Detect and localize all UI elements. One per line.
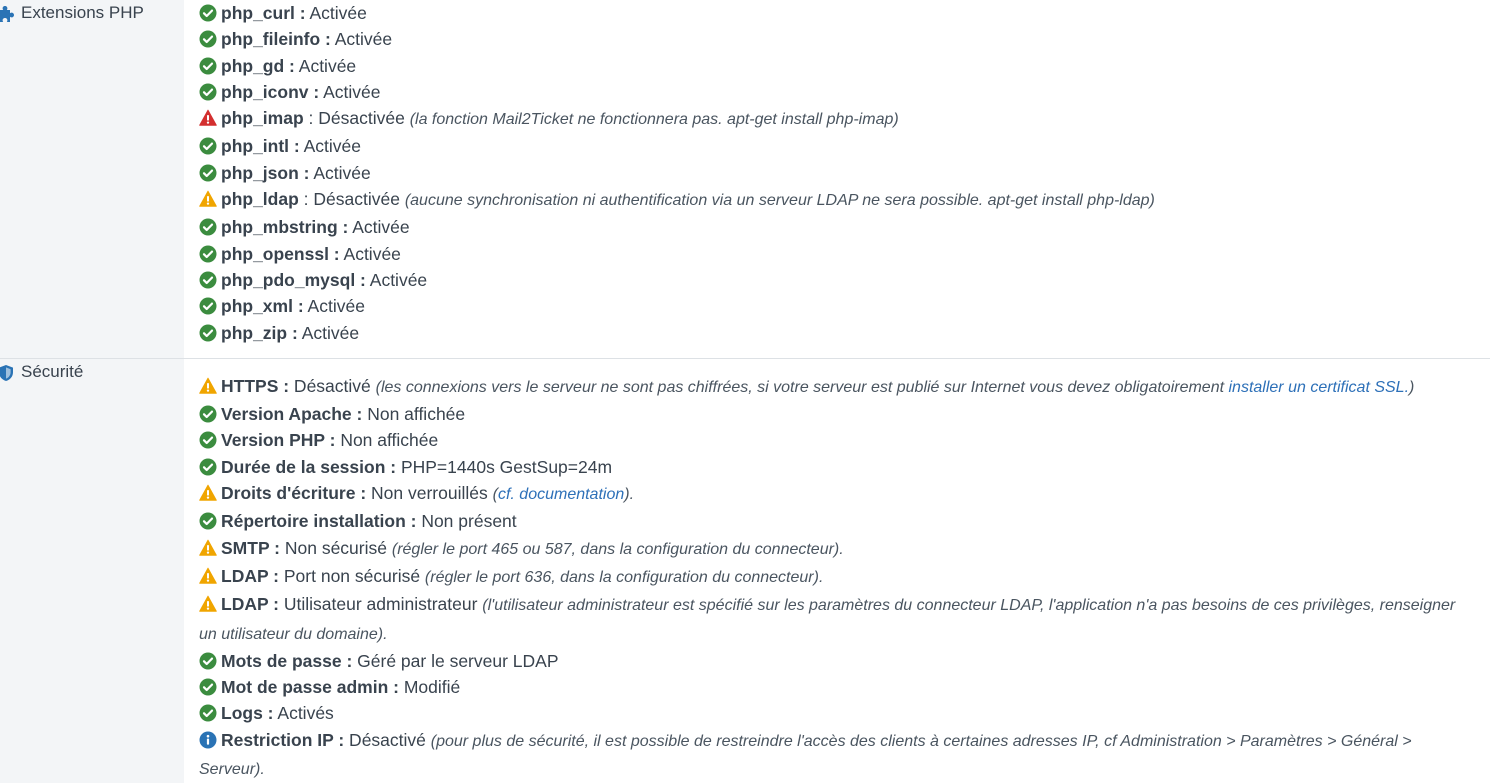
- status-item: [199, 373, 1476, 401]
- status-item: [199, 160, 1476, 186]
- section-label: Extensions PHP: [21, 3, 144, 22]
- section-label: Sécurité: [21, 361, 84, 381]
- check-circle-icon: [199, 512, 217, 530]
- check-circle-icon: [199, 218, 217, 236]
- status-item: [199, 186, 1476, 214]
- item-key: Mot de passe admin :: [221, 677, 399, 698]
- item-key: Répertoire installation :: [221, 511, 417, 532]
- item-key: LDAP :: [221, 565, 280, 586]
- item-key: php_json :: [221, 162, 310, 183]
- check-circle-icon: [199, 245, 217, 263]
- check-circle-icon: [199, 405, 217, 423]
- status-item: [199, 241, 1476, 267]
- warning-triangle-icon: [199, 595, 217, 613]
- item-key: php_xml :: [221, 296, 304, 317]
- status-item: [199, 648, 1476, 674]
- item-key: php_pdo_mysql :: [221, 269, 366, 290]
- item-key: Mots de passe :: [221, 650, 353, 671]
- error-triangle-icon: [199, 109, 217, 127]
- item-key: php_zip :: [221, 322, 298, 343]
- section-label-cell: [0, 0, 184, 358]
- item-note-end: ): [1409, 378, 1415, 396]
- section-extensions-php: [0, 0, 1490, 358]
- item-key: Version Apache :: [221, 404, 363, 425]
- warning-triangle-icon: [199, 190, 217, 208]
- item-value: Activée: [305, 3, 367, 23]
- check-circle-icon: [199, 704, 217, 722]
- item-key: php_imap: [221, 108, 304, 129]
- status-item: [199, 105, 1476, 133]
- item-note-link[interactable]: installer un certificat SSL.: [1228, 378, 1410, 396]
- status-item: [199, 480, 1476, 508]
- item-value: : Désactivée: [298, 189, 405, 210]
- item-key: php_fileinfo :: [221, 29, 331, 50]
- item-key: Droits d'écriture :: [221, 483, 367, 504]
- status-item: [199, 401, 1476, 427]
- item-value: Non affichée: [335, 430, 439, 451]
- status-item: [199, 454, 1476, 480]
- item-note: (les connexions vers le serveur ne sont pas chiffrées, si votre serveur est publié sur Internet vous devez obligatoirement: [375, 378, 1229, 396]
- item-value: Activée: [294, 55, 357, 76]
- item-note: (l'utilisateur administrateur est spécifié sur les paramètres du connecteur LDAP, l'application n'a pas besoins de ces privilèges, renseigner un utilisateur du domaine).: [199, 597, 1456, 643]
- status-item: [199, 214, 1476, 240]
- status-item: [199, 133, 1476, 159]
- warning-triangle-icon: [199, 539, 217, 557]
- check-circle-icon: [199, 137, 217, 155]
- status-item: [199, 427, 1476, 453]
- section-label-cell: [0, 359, 184, 783]
- status-item: [199, 674, 1476, 700]
- section-items: [184, 359, 1490, 783]
- item-key: php_openssl :: [221, 243, 340, 264]
- item-value: Activée: [330, 29, 393, 50]
- item-key: Restriction IP :: [221, 729, 345, 750]
- item-key: php_mbstring :: [221, 217, 349, 238]
- item-value: Activés: [273, 703, 334, 724]
- warning-triangle-icon: [199, 377, 217, 395]
- check-circle-icon: [199, 652, 217, 670]
- item-value: Non sécurisé: [280, 537, 392, 558]
- check-circle-icon: [199, 57, 217, 75]
- item-value: Non présent: [416, 511, 517, 532]
- check-circle-icon: [199, 431, 217, 449]
- warning-triangle-icon: [199, 567, 217, 585]
- item-value: Géré par le serveur LDAP: [352, 650, 559, 671]
- item-value: Désactivé: [289, 375, 376, 396]
- status-item: [199, 53, 1476, 79]
- status-item: [199, 293, 1476, 319]
- item-note-end: ).: [624, 486, 635, 504]
- item-value: PHP=1440s GestSup=24m: [396, 456, 613, 477]
- item-value: : Désactivée: [303, 108, 410, 129]
- status-item: [199, 508, 1476, 534]
- status-item: [199, 320, 1476, 346]
- warning-triangle-icon: [199, 484, 217, 502]
- status-item: [199, 535, 1476, 563]
- check-circle-icon: [199, 678, 217, 696]
- item-value: Activée: [309, 162, 371, 183]
- status-item: [199, 591, 1476, 648]
- check-circle-icon: [199, 4, 217, 22]
- item-value: Activée: [299, 136, 362, 157]
- item-key: SMTP :: [221, 537, 280, 558]
- status-item: [199, 0, 1476, 26]
- item-note-link[interactable]: cf. documentation: [497, 486, 625, 504]
- item-note: (pour plus de sécurité, il est possible de restreindre l'accès des clients à certaines adresses IP, cf Administration > Paramètres > Général > Serveur).: [199, 732, 1412, 779]
- item-note: (la fonction Mail2Ticket ne fonctionnera pas. apt-get install php-imap): [409, 111, 899, 129]
- check-circle-icon: [199, 324, 217, 342]
- item-key: php_iconv :: [221, 81, 320, 102]
- item-value: Activée: [339, 243, 401, 264]
- item-key: php_curl :: [221, 3, 306, 23]
- item-note: (aucune synchronisation ni authentification via un serveur LDAP ne sera possible. apt-get install php-ldap): [404, 192, 1155, 210]
- item-value: Non verrouillés: [366, 483, 493, 504]
- item-value: Activée: [303, 296, 365, 317]
- section-securite: [0, 358, 1490, 783]
- info-circle-icon: [199, 731, 217, 749]
- item-value: Activée: [319, 81, 381, 102]
- item-value: Utilisateur administrateur: [279, 594, 483, 615]
- item-key: php_intl :: [221, 136, 300, 157]
- check-circle-icon: [199, 83, 217, 101]
- item-value: Activée: [365, 269, 428, 290]
- item-key: LDAP :: [221, 594, 280, 615]
- item-key: php_gd :: [221, 55, 295, 76]
- status-item: [199, 267, 1476, 293]
- check-circle-icon: [199, 164, 217, 182]
- shield-icon: [0, 364, 15, 382]
- status-item: [199, 26, 1476, 52]
- item-key: Durée de la session :: [221, 456, 397, 477]
- check-circle-icon: [199, 458, 217, 476]
- status-item: [199, 79, 1476, 105]
- item-value: Non affichée: [362, 404, 466, 425]
- item-note: (régler le port 465 ou 587, dans la configuration du connecteur).: [391, 540, 844, 558]
- section-items: [184, 0, 1490, 358]
- item-value: Activée: [348, 217, 410, 238]
- item-value: Port non sécurisé: [279, 565, 425, 586]
- puzzle-icon: [0, 5, 15, 23]
- item-value: Désactivé: [344, 729, 431, 750]
- item-key: HTTPS :: [221, 375, 290, 396]
- item-value: Modifié: [398, 677, 461, 698]
- status-item: [199, 563, 1476, 591]
- item-value: Activée: [297, 322, 360, 343]
- check-circle-icon: [199, 30, 217, 48]
- item-key: Version PHP :: [221, 430, 336, 451]
- item-key: php_ldap: [221, 189, 299, 210]
- status-item: [199, 700, 1476, 726]
- status-item: [199, 727, 1476, 783]
- check-circle-icon: [199, 271, 217, 289]
- item-note: (: [492, 486, 498, 504]
- item-key: Logs :: [221, 703, 274, 724]
- item-note: (régler le port 636, dans la configuration du connecteur).: [424, 568, 824, 586]
- check-circle-icon: [199, 297, 217, 315]
